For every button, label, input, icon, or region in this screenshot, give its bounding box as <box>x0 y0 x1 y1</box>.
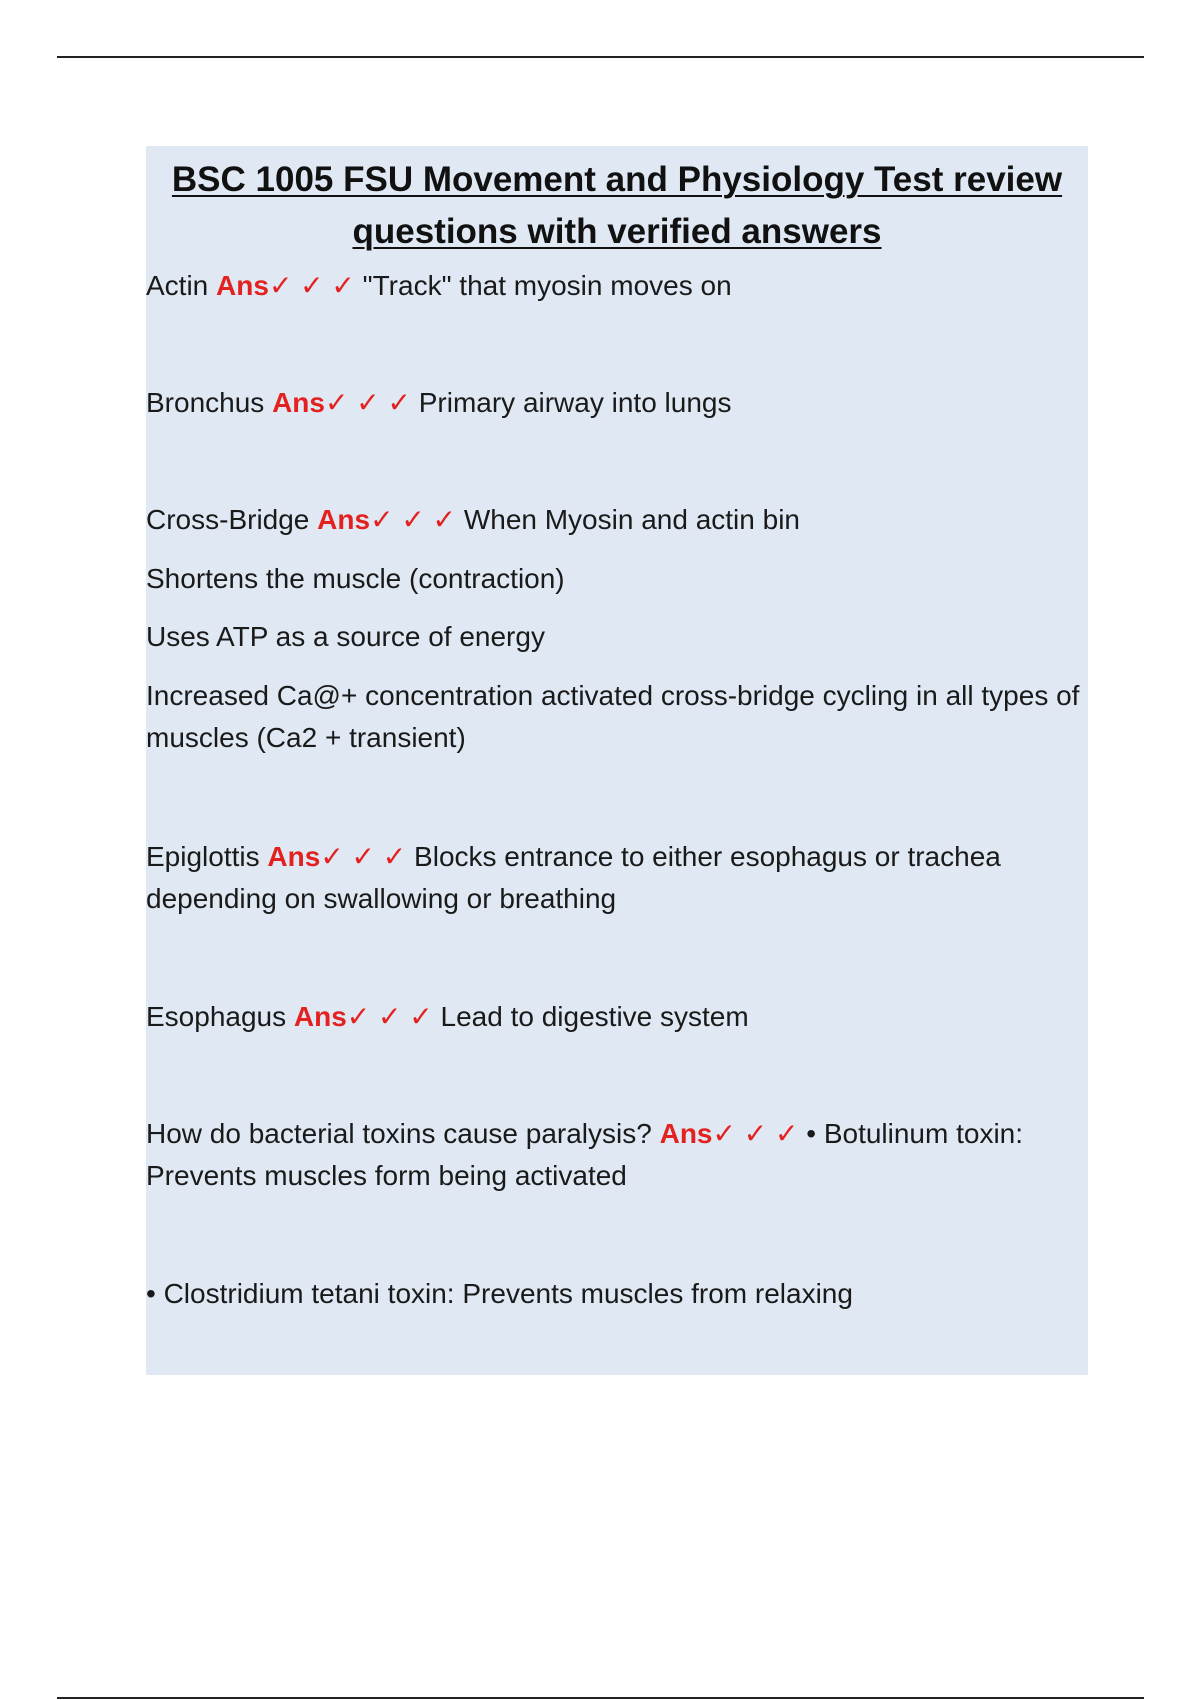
entry-epiglottis <box>146 836 1088 920</box>
entry-term: Actin <box>146 270 209 301</box>
ans-marker: Ans✓ ✓ ✓ <box>267 841 407 872</box>
entry-answer: • Botulinum toxin: Prevents muscles form being activated <box>146 1118 1024 1191</box>
entry-answer: Blocks entrance to either esophagus or trachea depending on swallowing or breathing <box>146 841 1001 914</box>
ans-marker: Ans✓ ✓ ✓ <box>272 387 411 418</box>
entry-esophagus <box>146 996 1088 1038</box>
document-body <box>146 146 1088 1375</box>
document-title <box>146 146 1088 258</box>
entry-line: • Clostridium tetani toxin: Prevents muscles from relaxing <box>146 1278 853 1309</box>
entry-cross-bridge <box>146 499 1088 541</box>
top-rule <box>57 56 1144 58</box>
entry-actin <box>146 265 1088 307</box>
entry-line: Uses ATP as a source of energy <box>146 621 545 652</box>
entry-bronchus <box>146 382 1088 424</box>
entry-term: Esophagus <box>146 1001 287 1032</box>
entry-answer: Primary airway into lungs <box>418 387 732 418</box>
ans-marker: Ans✓ ✓ ✓ <box>293 1001 433 1032</box>
ans-marker: Ans✓ ✓ ✓ <box>659 1118 799 1149</box>
entry-term: Epiglottis <box>146 841 260 872</box>
ans-marker: Ans✓ ✓ ✓ <box>317 504 457 535</box>
title-line-2: questions with verified answers <box>352 212 882 251</box>
entry-term: Cross-Bridge <box>146 504 310 535</box>
entry-answer: "Track" that myosin moves on <box>362 270 732 301</box>
entry-term: How do bacterial toxins cause paralysis? <box>146 1118 652 1149</box>
entry-term: Bronchus <box>146 387 265 418</box>
entry-answer: Lead to digestive system <box>440 1001 749 1032</box>
entry-bacterial-toxins <box>146 1113 1088 1197</box>
entry-line: Shortens the muscle (contraction) <box>146 563 565 594</box>
entry-answer: When Myosin and actin bin <box>463 504 800 535</box>
title-line-1: BSC 1005 FSU Movement and Physiology Test review <box>171 160 1063 199</box>
entry-line: Increased Ca@+ concentration activated cross-bridge cycling in all types of muscles (Ca2 + transient) <box>146 680 1080 753</box>
ans-marker: Ans✓ ✓ ✓ <box>216 270 355 301</box>
bottom-rule <box>57 1697 1144 1699</box>
